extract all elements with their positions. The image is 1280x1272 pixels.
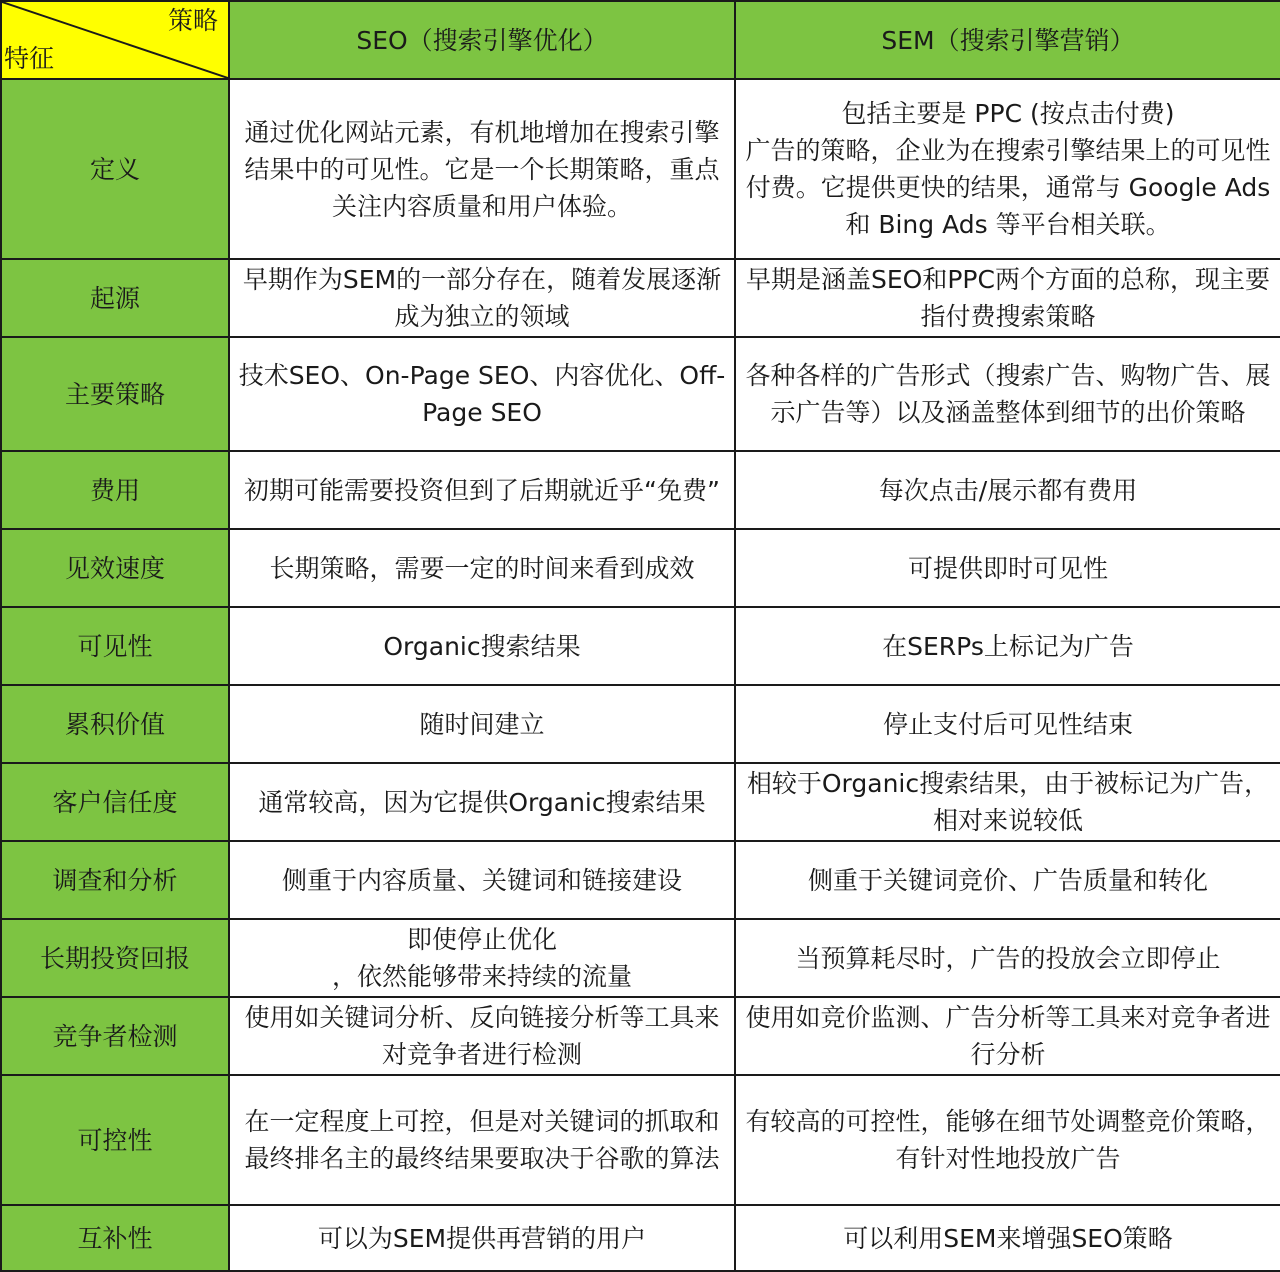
feature-cell: 互补性 xyxy=(1,1205,229,1271)
feature-cell: 调查和分析 xyxy=(1,841,229,919)
seo-cell: Organic搜索结果 xyxy=(229,607,735,685)
seo-cell: 初期可能需要投资但到了后期就近乎“免费” xyxy=(229,451,735,529)
header-row xyxy=(1,1,1280,79)
sem-cell: 有较高的可控性，能够在细节处调整竞价策略，有针对性地投放广告 xyxy=(735,1075,1280,1205)
table-row xyxy=(1,451,1280,529)
sem-cell: 可以利用SEM来增强SEO策略 xyxy=(735,1205,1280,1271)
sem-cell: 包括主要是 PPC (按点击付费) 广告的策略，企业为在搜索引擎结果上的可见性付费。它提供更快的结果，通常与 Google Ads 和 Bing Ads 等平台相关联。 xyxy=(735,79,1280,259)
seo-cell: 通常较高，因为它提供Organic搜索结果 xyxy=(229,763,735,841)
seo-cell: 技术SEO、On-Page SEO、内容优化、Off-Page SEO xyxy=(229,337,735,451)
table-row xyxy=(1,1075,1280,1205)
seo-cell: 侧重于内容质量、关键词和链接建设 xyxy=(229,841,735,919)
sem-cell: 在SERPs上标记为广告 xyxy=(735,607,1280,685)
table-row xyxy=(1,337,1280,451)
corner-header-cell xyxy=(1,1,229,79)
table-row xyxy=(1,685,1280,763)
table-row xyxy=(1,919,1280,997)
table-row xyxy=(1,529,1280,607)
sem-cell: 各种各样的广告形式（搜索广告、购物广告、展示广告等）以及涵盖整体到细节的出价策略 xyxy=(735,337,1280,451)
table-row xyxy=(1,607,1280,685)
feature-cell: 累积价值 xyxy=(1,685,229,763)
seo-cell: 在一定程度上可控，但是对关键词的抓取和最终排名主的最终结果要取决于谷歌的算法 xyxy=(229,1075,735,1205)
feature-cell: 竞争者检测 xyxy=(1,997,229,1075)
table-row xyxy=(1,259,1280,337)
seo-cell: 长期策略，需要一定的时间来看到成效 xyxy=(229,529,735,607)
seo-cell: 即使停止优化 ，依然能够带来持续的流量 xyxy=(229,919,735,997)
table-row xyxy=(1,763,1280,841)
seo-cell: 使用如关键词分析、反向链接分析等工具来对竞争者进行检测 xyxy=(229,997,735,1075)
column-header-sem: SEM（搜索引擎营销） xyxy=(735,1,1280,79)
feature-cell: 客户信任度 xyxy=(1,763,229,841)
sem-cell: 早期是涵盖SEO和PPC两个方面的总称，现主要指付费搜索策略 xyxy=(735,259,1280,337)
table-row xyxy=(1,997,1280,1075)
feature-cell: 主要策略 xyxy=(1,337,229,451)
feature-cell: 可控性 xyxy=(1,1075,229,1205)
seo-cell: 随时间建立 xyxy=(229,685,735,763)
corner-label-strategy: 策略 xyxy=(167,6,218,35)
seo-cell: 早期作为SEM的一部分存在，随着发展逐渐成为独立的领域 xyxy=(229,259,735,337)
feature-cell: 见效速度 xyxy=(1,529,229,607)
table-row xyxy=(1,1205,1280,1271)
sem-cell: 相较于Organic搜索结果，由于被标记为广告，相对来说较低 xyxy=(735,763,1280,841)
feature-cell: 起源 xyxy=(1,259,229,337)
corner-label-feature: 特征 xyxy=(4,44,55,73)
seo-cell: 可以为SEM提供再营销的用户 xyxy=(229,1205,735,1271)
table-row xyxy=(1,841,1280,919)
sem-cell: 可提供即时可见性 xyxy=(735,529,1280,607)
feature-cell: 费用 xyxy=(1,451,229,529)
sem-cell: 当预算耗尽时，广告的投放会立即停止 xyxy=(735,919,1280,997)
sem-cell: 使用如竞价监测、广告分析等工具来对竞争者进行分析 xyxy=(735,997,1280,1075)
sem-cell: 侧重于关键词竞价、广告质量和转化 xyxy=(735,841,1280,919)
sem-cell: 停止支付后可见性结束 xyxy=(735,685,1280,763)
feature-cell: 可见性 xyxy=(1,607,229,685)
table-row xyxy=(1,79,1280,259)
feature-cell: 定义 xyxy=(1,79,229,259)
sem-cell: 每次点击/展示都有费用 xyxy=(735,451,1280,529)
column-header-seo: SEO（搜索引擎优化） xyxy=(229,1,735,79)
seo-cell: 通过优化网站元素，有机地增加在搜索引擎结果中的可见性。它是一个长期策略，重点关注内容质量和用户体验。 xyxy=(229,79,735,259)
feature-cell: 长期投资回报 xyxy=(1,919,229,997)
